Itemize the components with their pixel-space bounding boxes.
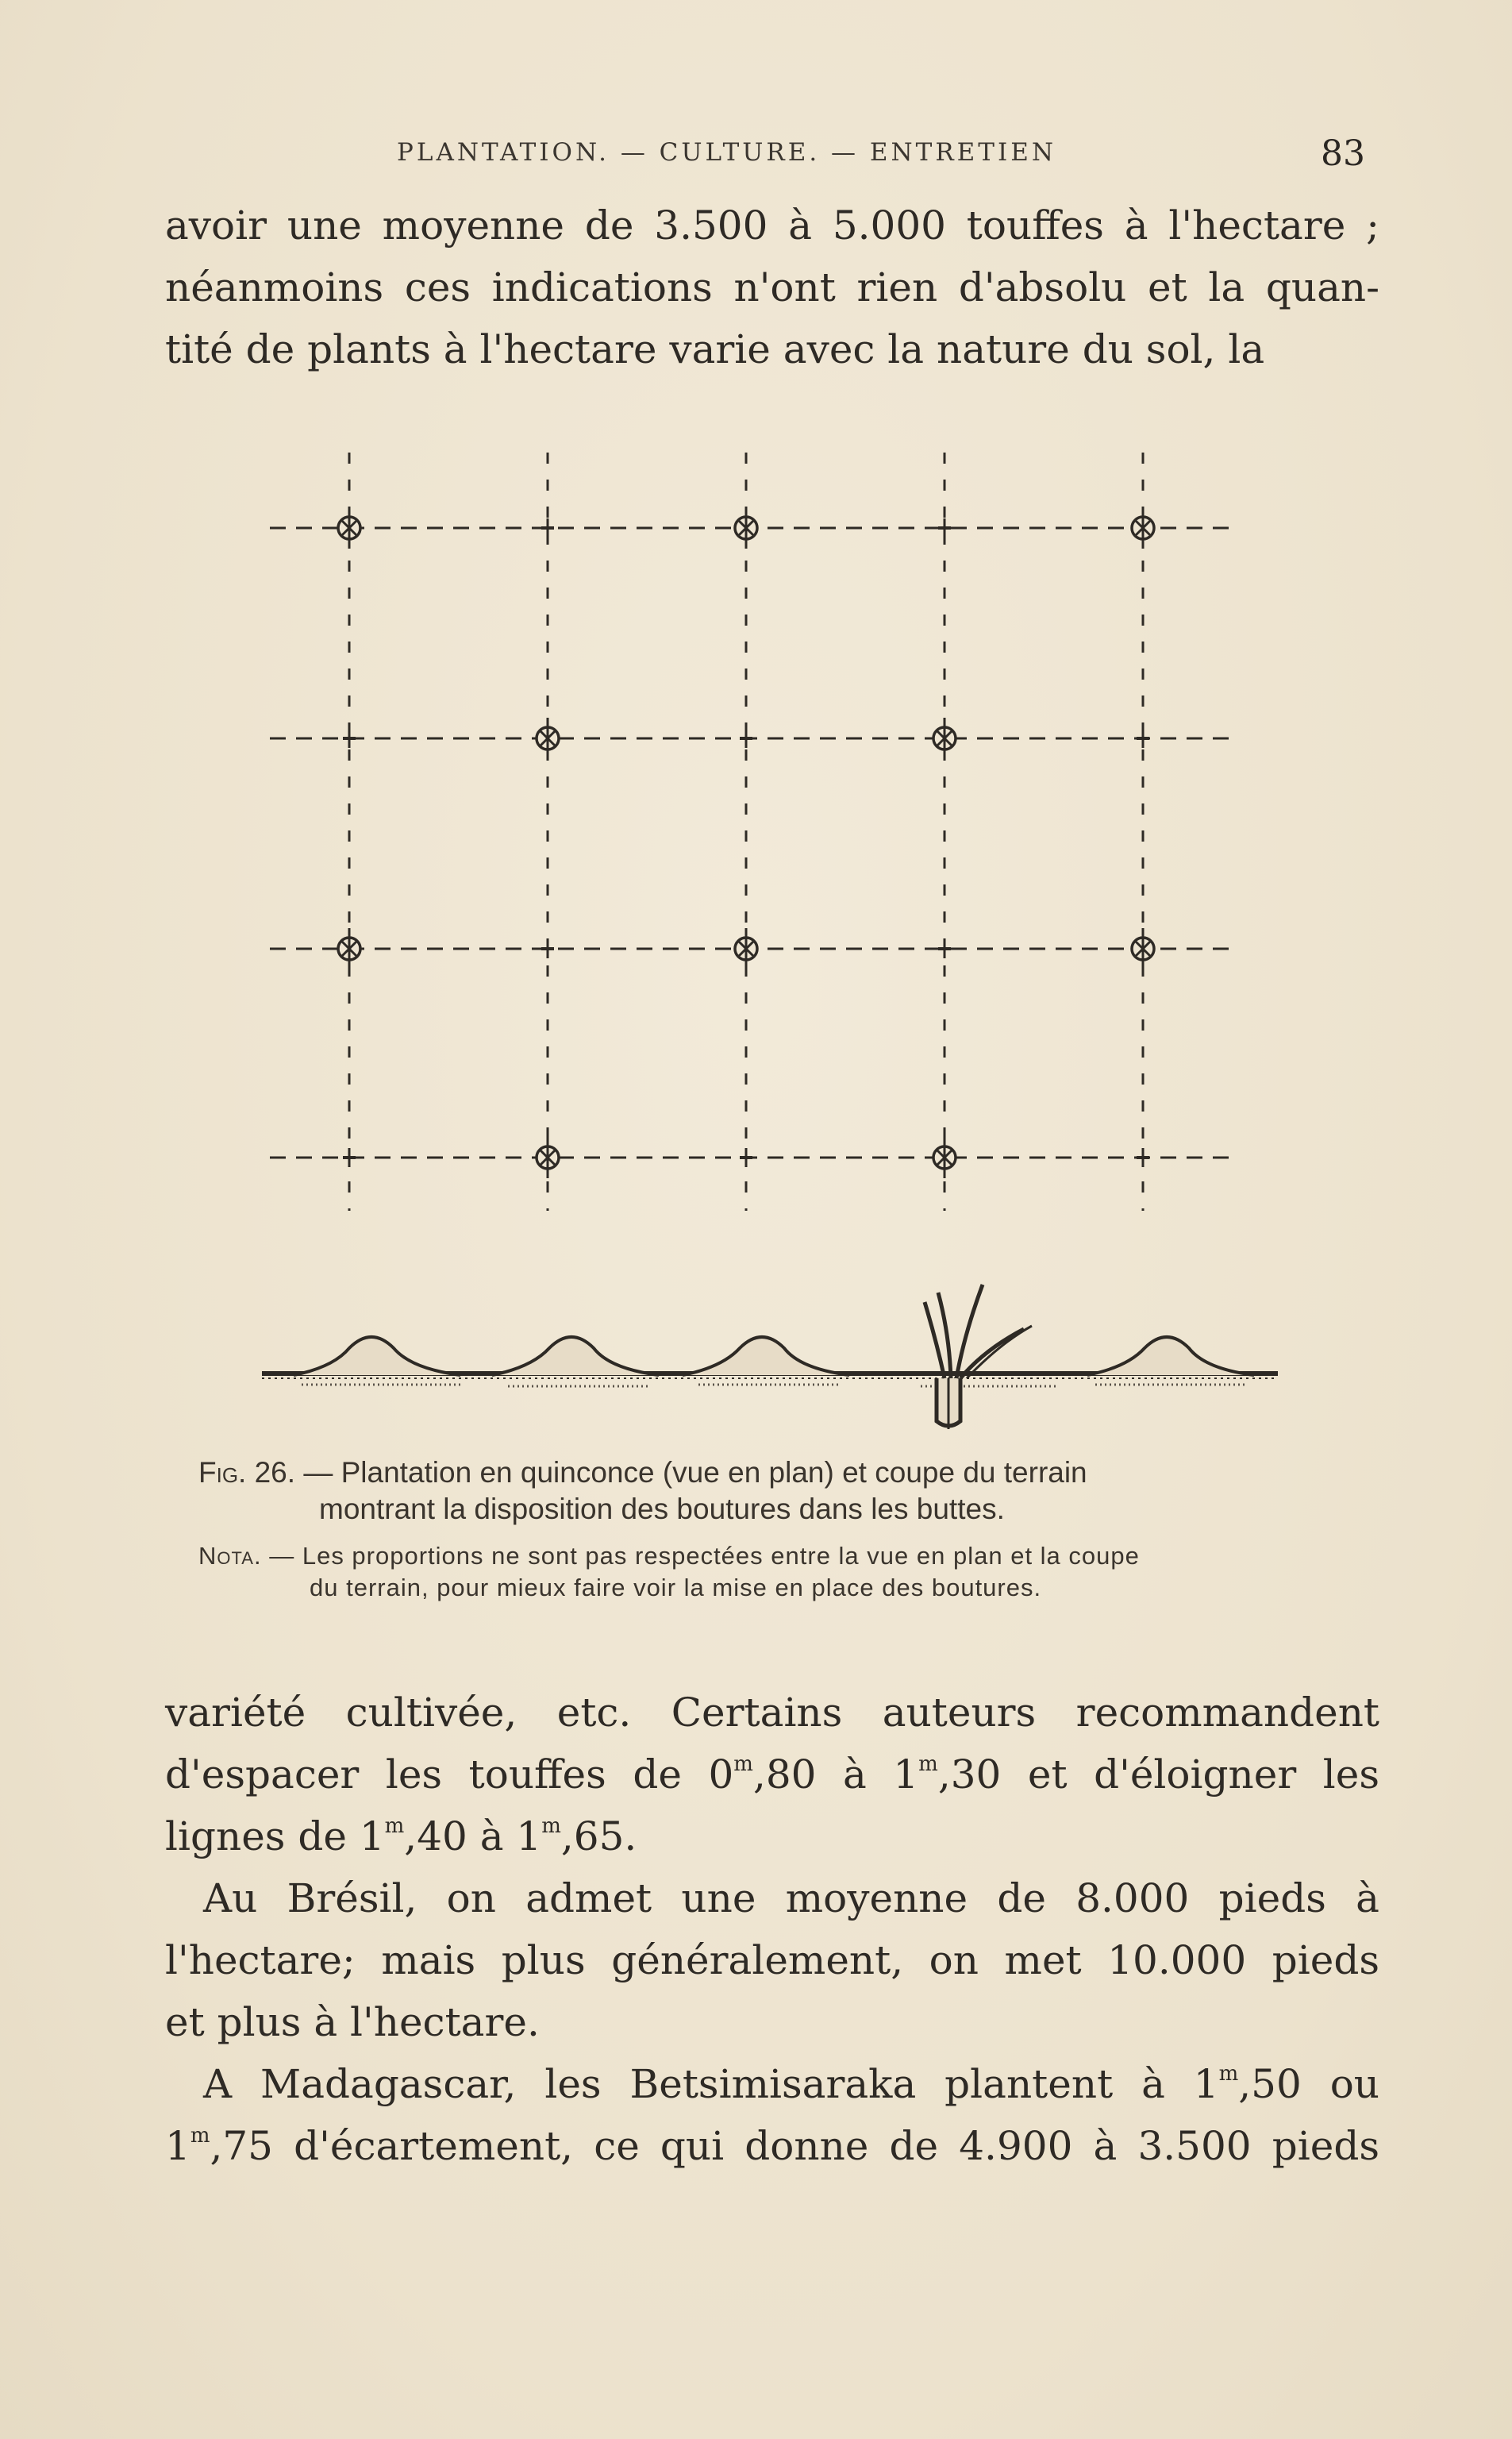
grid-intersection-tick <box>938 518 951 538</box>
plant-marker <box>338 928 360 969</box>
text-segment: ,50 ou <box>1238 2061 1379 2107</box>
text-segment: ,80 à 1 <box>752 1751 919 1797</box>
mound <box>683 1337 849 1375</box>
plant-marker <box>537 718 559 759</box>
note-text: du terrain, pour mieux faire voir la mise en place des boutures. <box>310 1574 1042 1601</box>
text-line: Au Brésil, on admet une moyenne de 8.000 pieds à <box>203 1875 1379 1921</box>
grid-intersection-tick <box>1137 729 1149 748</box>
leaf <box>956 1285 983 1378</box>
plant-marker <box>1132 507 1154 549</box>
plant-marker <box>1132 928 1154 969</box>
text-line: et plus à l'hectare. <box>165 1999 540 2045</box>
grid-intersection-tick <box>343 1148 356 1167</box>
plant-marker <box>933 1137 956 1178</box>
leaf <box>967 1326 1032 1378</box>
text-line <box>165 2115 1379 2177</box>
plan-view-grid <box>270 453 1230 1211</box>
mound <box>1087 1337 1254 1375</box>
text-line: variété cultivée, etc. Certains auteurs recommandent <box>165 1690 1379 1736</box>
grid-intersection-tick <box>740 729 752 748</box>
page-number: 83 <box>1321 133 1365 174</box>
caption-label: Fig. 26. <box>198 1456 296 1489</box>
text-segment: ,65. <box>560 1813 637 1859</box>
figure-caption <box>198 1455 1357 1528</box>
note-label: Nota. <box>198 1542 262 1570</box>
text-segment: lignes de 1 <box>165 1813 385 1859</box>
top-paragraph <box>165 195 1379 380</box>
mound <box>492 1337 659 1375</box>
text-line <box>165 1805 1379 1867</box>
plant-marker <box>933 718 956 759</box>
soil-texture <box>302 1385 1246 1386</box>
grid-intersection-tick <box>541 939 554 958</box>
plantation-figure <box>238 429 1286 1445</box>
text-segment: ,30 et d'éloigner les <box>937 1751 1379 1797</box>
grid-intersection-tick <box>1137 1148 1149 1167</box>
plant-marker <box>735 507 757 549</box>
text-segment: 1 <box>165 2123 190 2169</box>
text-segment: ,75 d'écartement, ce qui donne de 4.900 à 3.500 pieds <box>210 2123 1379 2169</box>
note-text: — Les proportions ne sont pas respectées entre la vue en plan et la coupe <box>269 1542 1140 1570</box>
grid-intersection-tick <box>343 729 356 748</box>
running-title: PLANTATION. — CULTURE. — ENTRETIEN <box>397 138 1056 167</box>
superscript: m <box>541 1814 561 1838</box>
superscript: m <box>1218 2062 1239 2086</box>
caption-text: — Plantation en quinconce (vue en plan) et coupe du terrain <box>303 1456 1087 1489</box>
mound <box>294 1337 460 1375</box>
text-line: néanmoins ces indications n'ont rien d'absolu et la quan- <box>165 264 1379 310</box>
text-segment: ,40 à 1 <box>404 1813 542 1859</box>
grid-intersection-tick <box>740 1148 752 1167</box>
text-line: tité de plants à l'hectare varie avec la nature du sol, la <box>165 326 1265 372</box>
superscript: m <box>918 1752 938 1776</box>
text-line: avoir une moyenne de 3.500 à 5.000 touffes à l'hectare ; <box>165 202 1379 249</box>
plant-marker <box>537 1137 559 1178</box>
text-line: l'hectare; mais plus généralement, on met 10.000 pieds <box>165 1937 1379 1983</box>
text-line <box>165 1744 1379 1805</box>
figure-note <box>198 1540 1357 1604</box>
text-line <box>165 2053 1379 2115</box>
paragraph-brazil <box>165 1867 1379 2053</box>
plant-marker <box>735 928 757 969</box>
superscript: m <box>384 1814 405 1838</box>
paragraph-madagascar <box>165 2053 1379 2177</box>
grid-intersection-tick <box>541 518 554 538</box>
paragraph-spacing <box>165 1682 1379 1867</box>
grid-intersection-tick <box>938 939 951 958</box>
running-head <box>167 133 1365 178</box>
text-segment: d'espacer les touffes de 0 <box>165 1751 734 1797</box>
text-segment: A Madagascar, les Betsimisaraka plantent à 1 <box>203 2061 1219 2107</box>
superscript: m <box>733 1752 753 1776</box>
terrain-cross-section <box>262 1285 1278 1429</box>
caption-text: montrant la disposition des boutures dans les buttes. <box>319 1493 1005 1525</box>
plant-marker <box>338 507 360 549</box>
superscript: m <box>190 2124 210 2148</box>
